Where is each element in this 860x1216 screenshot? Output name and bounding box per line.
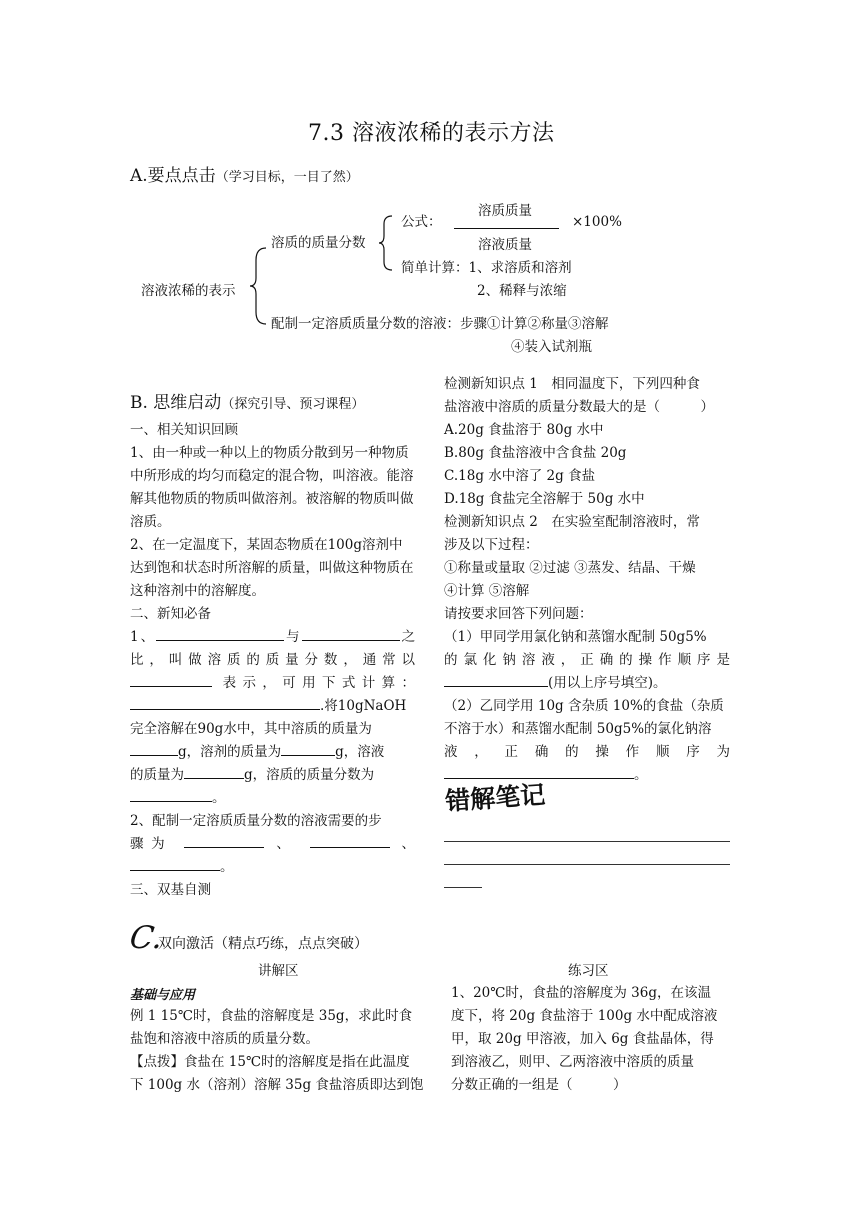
concept-branch-prepare-2: ④装入试剂瓶 (511, 339, 592, 355)
blank-1[interactable] (156, 626, 284, 641)
k1-line-1: 检测新知识点 1 相同温度下，下列四种食 (444, 376, 700, 392)
q1-line-4 (130, 695, 415, 718)
q2-line-3 (130, 856, 415, 879)
k2-line-2: 涉及以下过程： (444, 537, 539, 553)
page-title: 7.3 溶液浓稀的表示方法 (308, 121, 555, 146)
section-a-title: A.要点点击 (130, 166, 216, 186)
review-paragraph-1: 1、由一种或一种以上的物质分散到另一种物质中所形成的均匀而稳定的混合物，叫溶液。能溶解其他物质的物质叫做溶剂。被溶解的物质叫做溶质。 (130, 445, 414, 530)
q2-line-1: 2、配制一定溶质质量分数的溶液需要的步 (130, 813, 382, 829)
blank-12[interactable] (444, 672, 548, 687)
notes-line-2[interactable] (444, 864, 730, 865)
k2-line-5: 请按要求回答下列问题： (444, 606, 593, 622)
section-b-note: （探究引导、预习课程） (221, 397, 365, 412)
q1-and: 与 (284, 629, 302, 645)
notes-line-3[interactable] (444, 887, 482, 888)
example-1-line-1: 例 1 15℃时，食盐的溶解度是 35g，求此时食 (130, 1008, 413, 1024)
concept-branch-prepare: 配制一定溶质质量分数的溶液：步骤①计算②称量③溶解 (271, 316, 609, 332)
q1-line-6-a: g，溶剂的质量为 (178, 744, 282, 760)
section-a-note: （学习目标，一目了然） (215, 170, 359, 185)
blank-6[interactable] (281, 741, 335, 756)
blank-11[interactable] (130, 856, 220, 871)
k1-line-2: 盐溶液中溶质的质量分数最大的是（ ） (444, 399, 714, 415)
review-paragraph-2: 2、在一定温度下，某固态物质在100g溶剂中达到饱和状态时所溶解的质量，叫做这种物质在这种溶剂中的溶解度。 (130, 537, 414, 599)
q1-line-6-b: g，溶液 (335, 744, 385, 760)
q1-line-3-text: 表示，可用下式计算： (222, 675, 416, 691)
new-knowledge-heading: 二、新知必备 (130, 606, 211, 622)
example-1-line-3: 【点拨】食盐在 15℃时的溶解度是指在此温度 (130, 1054, 410, 1070)
formula-denominator: 溶液质量 (478, 237, 532, 253)
q1-num: 1、 (130, 629, 157, 645)
q2-steps: 骤为 (130, 836, 173, 852)
section-a-heading (130, 161, 359, 186)
q1-line-1 (130, 626, 415, 649)
big-brace-icon (248, 246, 268, 326)
practice-1-line-2: 度下，将 20g 食盐溶于 100g 水中配成溶液 (451, 1008, 718, 1024)
k1-option-c: C.18g 水中溶了 2g 食盐 (444, 468, 596, 484)
k2-line-1: 检测新知识点 2 在实验室配制溶液时，常 (444, 514, 700, 530)
practice-1-line-5: 分数正确的一组是（ ） (451, 1077, 627, 1093)
notes-line-1[interactable] (444, 841, 730, 842)
section-c-letter: C. (127, 920, 165, 956)
basic-application-tag: 基础与应用 (130, 988, 196, 1003)
q1-line-5: 完全溶解在90g水中，其中溶质的质量为 (130, 721, 372, 737)
q2-line-2 (130, 833, 415, 856)
blank-8[interactable] (130, 787, 212, 802)
small-brace-icon (378, 214, 394, 272)
review-heading: 一、相关知识回顾 (130, 422, 238, 438)
self-test-heading: 三、双基自测 (130, 882, 211, 898)
section-b-title: B. 思维启动 (130, 393, 222, 413)
q1-line-8 (130, 787, 415, 810)
formula-times-100: ×100% (572, 214, 622, 230)
q2-end: 。 (220, 859, 234, 875)
k2-line-3: ①称量或量取 ②过滤 ③蒸发、结晶、干燥 (444, 560, 696, 576)
example-1-line-2: 盐饱和溶液中溶质的质量分数。 (130, 1031, 319, 1047)
q1-line-3 (130, 672, 415, 695)
blank-7[interactable] (184, 764, 244, 779)
calc-line-1: 简单计算：1、求溶质和溶剂 (401, 260, 572, 276)
blank-2[interactable] (302, 626, 400, 641)
k1-option-a: A.20g 食盐溶于 80g 水中 (444, 422, 604, 438)
blank-9[interactable] (184, 833, 264, 848)
k1-option-d: D.18g 食盐完全溶解于 50g 水中 (444, 491, 645, 507)
blank-4[interactable] (130, 695, 320, 710)
practice-1-line-1: 1、20℃时，食盐的溶解度为 36g，在该温 (451, 985, 711, 1001)
practice-column (451, 982, 736, 1097)
k2-q2-line-2: 不溶于水）和蒸馏水配制 50g5%的氯化钠溶 (444, 721, 712, 737)
section-b-heading (130, 388, 364, 413)
k2-q2-line-3: 液，正确的操作顺序为 (444, 744, 730, 760)
calc-line-2: 2、稀释与浓缩 (477, 283, 567, 299)
q2-sep-2: 、 (401, 836, 415, 852)
k2-q1-line-1: （1）甲同学用氯化钠和蒸馏水配制 50g5% (444, 629, 707, 645)
formula-label: 公式： (401, 214, 442, 230)
example-1-line-4: 下 100g 水（溶剂）溶解 35g 食盐溶质即达到饱 (130, 1077, 424, 1093)
k1-option-b: B.80g 食盐溶液中含食盐 20g (444, 445, 627, 461)
practice-1-line-4: 到溶液乙，则甲、乙两溶液中溶质的质量 (451, 1054, 694, 1070)
concept-branch-mass-fraction: 溶质的质量分数 (271, 235, 366, 251)
formula-numerator: 溶质质量 (478, 203, 532, 219)
q1-line-7 (130, 764, 415, 787)
practice-area-title: 练习区 (568, 963, 609, 979)
k2-q1-hint: (用以上序号填空)。 (548, 675, 667, 691)
example-column (130, 1005, 435, 1097)
explain-area-title: 讲解区 (258, 963, 299, 979)
q1-line-4-text: .将10gNaOH (320, 698, 407, 714)
k2-q2-end: 。 (634, 767, 648, 783)
practice-1-line-3: 甲，取 20g 甲溶液，加入 6g 食盐晶体，得 (451, 1031, 714, 1047)
k2-q1-line-2: 的氯化钠溶液，正确的操作顺序是 (444, 652, 730, 668)
k2-line-4: ④计算 ⑤溶解 (444, 583, 530, 599)
k2-q2-line-1: （2）乙同学用 10g 含杂质 10%的食盐（杂质 (444, 698, 724, 714)
left-column (130, 419, 415, 902)
q1-line-6 (130, 741, 415, 764)
section-c-heading: 双向激活（精点巧练，点点突破） (158, 936, 368, 952)
q1-line-7-b: g，溶质的质量分数为 (244, 767, 375, 783)
error-notes-title: 错解笔记 (444, 780, 547, 816)
right-column (444, 373, 730, 787)
blank-10[interactable] (310, 833, 390, 848)
fraction-line (454, 228, 559, 229)
blank-3[interactable] (130, 672, 212, 687)
q1-zhi: 之 (399, 629, 416, 645)
q2-sep-1: 、 (276, 836, 298, 852)
concept-root: 溶液浓稀的表示 (141, 283, 236, 299)
k2-q1-line-3 (444, 672, 730, 695)
q1-line-7-a: 的质量为 (130, 767, 184, 783)
q1-line-2: 比，叫做溶质的质量分数，通常以 (130, 652, 415, 668)
q1-line-8-end: 。 (212, 790, 226, 806)
blank-5[interactable] (130, 741, 178, 756)
